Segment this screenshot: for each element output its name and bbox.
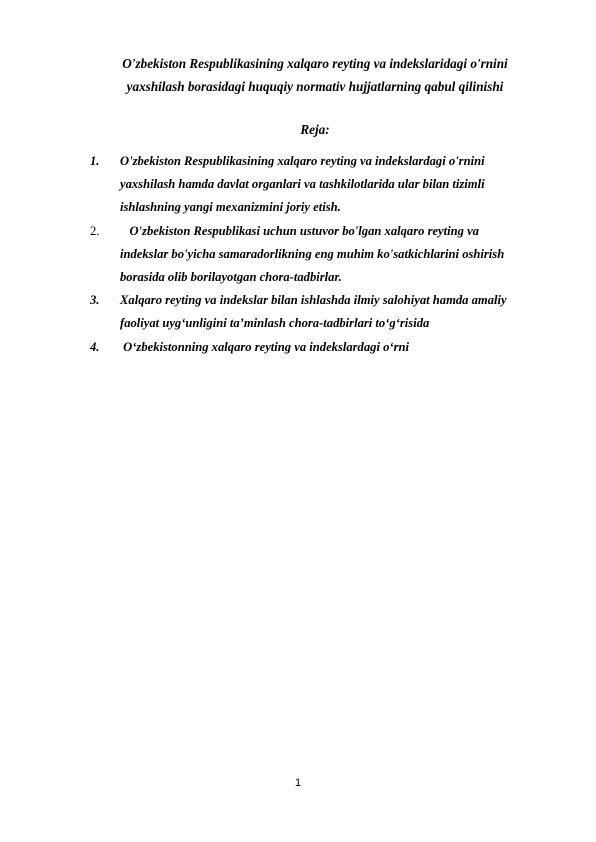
plan-item-number: 4. [90,339,100,354]
plan-item-line: borasida olib borilayotgan chora-tadbirlar. [120,270,342,285]
plan-item-line: ishlashning yangi mexanizmini joriy etish. [120,200,341,215]
plan-item-4 [0,336,596,359]
page-number: 1 [294,777,302,789]
document-title [60,52,570,98]
plan-item-line: indekslar bo'yicha samaradorlikning eng muhim ko'satkichlarini oshirish [120,246,505,261]
plan-heading: Reja: [300,122,330,137]
title-line-2: yaxshilash borasidagi huquqiy normativ hujjatlarning qabul qilinishi [126,79,504,94]
plan-item-line: O'zbekiston Respublikasining xalqaro reyting va indekslardagi o'rnini [120,154,485,168]
plan-item-line: yaxshilash hamda davlat organlari va tashkilotlarida ular bilan tizimli [120,177,485,192]
plan-item-2 [0,220,596,290]
plan-item-3 [0,289,596,335]
plan-item-line: O‘zbekistonning xalqaro reyting va indekslardagi o‘rni [120,339,409,354]
plan-item-line: faoliyat uyg‘unligini ta’minlash chora-tadbirlari to‘g‘risida [120,316,430,331]
plan-list [0,150,596,359]
plan-item-line: O'zbekiston Respublikasi uchun ustuvor bo'lgan xalqaro reyting va [120,223,479,238]
plan-item-number: 3. [90,293,100,308]
title-line-1: O'zbekiston Respublikasining xalqaro reyting va indekslaridagi o'rnini [122,56,508,71]
plan-item-number: 2. [90,223,100,238]
plan-item-1 [0,150,596,220]
plan-item-number: 1. [90,154,100,168]
plan-item-line: Xalqaro reyting va indekslar bilan ishlashda ilmiy salohiyat hamda amaliy [120,293,507,308]
